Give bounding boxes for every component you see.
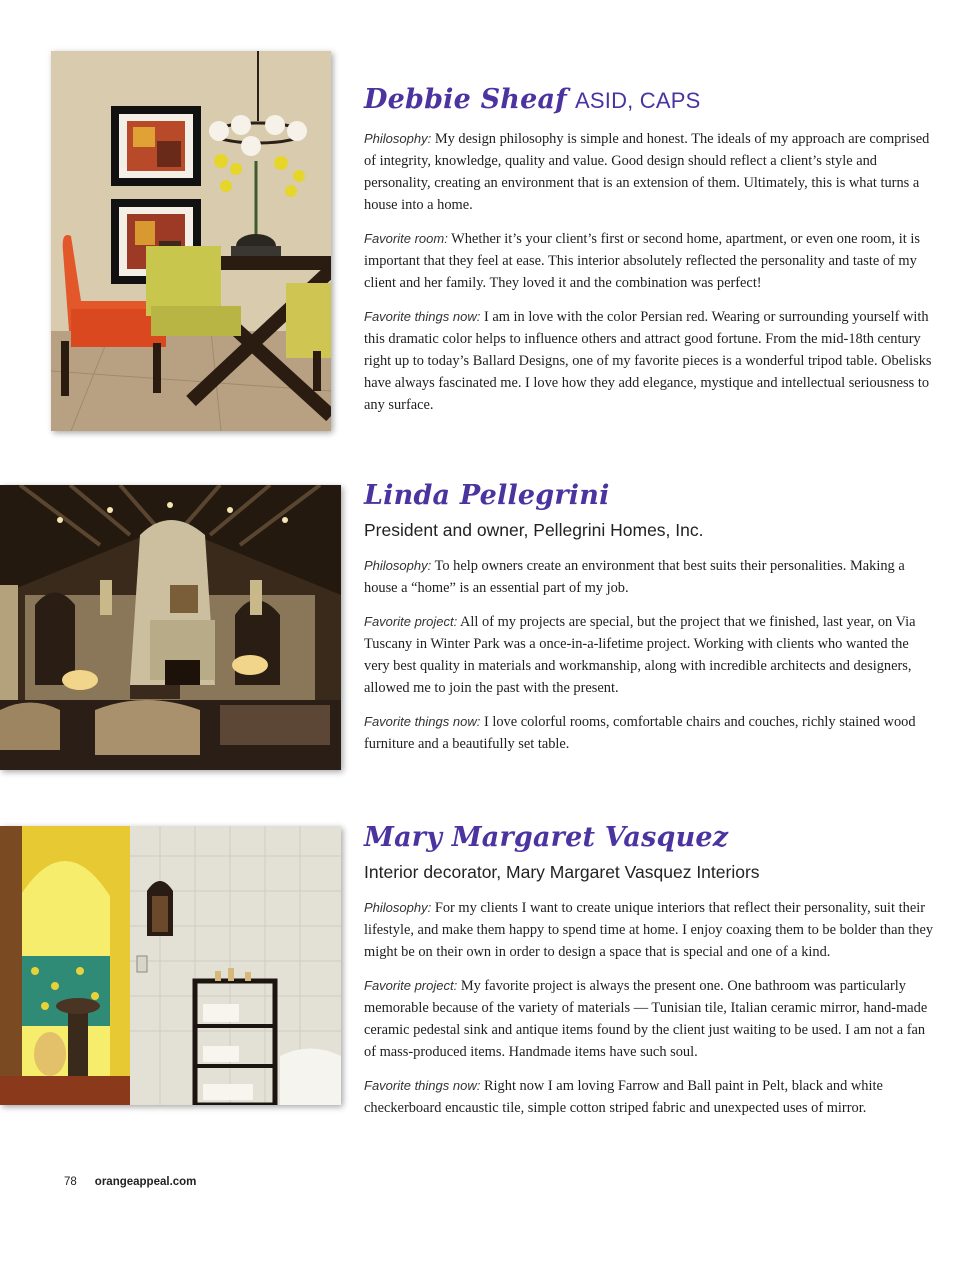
page-footer: [64, 1176, 196, 1188]
paragraph-label: Philosophy:: [364, 131, 432, 147]
paragraph-text: To help owners create an environment that best suits their personalities. Making a house a “home” is an essential part of my job.: [364, 558, 905, 597]
designer-name: [364, 84, 934, 116]
paragraph-label: Philosophy:: [364, 558, 432, 574]
paragraph-favorite-project: [364, 975, 934, 1063]
paragraph-favorite-things: [364, 1075, 934, 1119]
paragraph-text: Right now I am loving Farrow and Ball paint in Pelt, black and white checkerboard encaustic tile, simple cotton striped fabric and unexpected uses of mirror.: [364, 1078, 883, 1117]
page-number: 78: [64, 1176, 77, 1188]
paragraph-label: Favorite things now:: [364, 714, 481, 730]
living-room-photo: [0, 485, 341, 770]
designer-name: [364, 480, 934, 512]
paragraph-label: Favorite room:: [364, 231, 448, 247]
paragraph-text: I love colorful rooms, comfortable chairs and couches, richly stained wood furniture and a beautifully set table.: [364, 714, 916, 753]
designer-name-text: Linda Pellegrini: [364, 480, 610, 511]
paragraph-favorite-things: [364, 711, 934, 755]
designer-section-linda-pellegrini: [364, 480, 934, 767]
paragraph-philosophy: [364, 897, 934, 963]
paragraph-label: Favorite things now:: [364, 309, 481, 325]
paragraph-label: Philosophy:: [364, 900, 432, 916]
paragraph-text: For my clients I want to create unique interiors that reflect their personality, suit their lifestyle, and make them happy to spend time at home. I enjoy coaxing them to be bolder than they might be on their own in order to design a space that is special and one of a kind.: [364, 900, 934, 961]
paragraph-philosophy: [364, 128, 934, 216]
designer-name-text: Debbie Sheaf: [364, 84, 568, 115]
paragraph-favorite-project: [364, 611, 934, 699]
paragraph-text: All of my projects are special, but the project that we finished, last year, on Via Tuscany in Winter Park was a once-in-a-lifetime project. Working with clients who wanted the very best quality in materials and workmanship, along with incredible architects and designers, allowed me to join the past with the present.: [364, 614, 916, 697]
designer-title: Interior decorator, Mary Margaret Vasquez Interiors: [364, 862, 760, 883]
paragraph-label: Favorite project:: [364, 614, 458, 630]
paragraph-label: Favorite things now:: [364, 1078, 481, 1094]
designer-credentials: ASID, CAPS: [575, 88, 701, 113]
paragraph-philosophy: [364, 555, 934, 599]
footer-url: orangeappeal.com: [94, 1176, 197, 1188]
paragraph-text: My favorite project is always the present one. One bathroom was particularly memorable because of the variety of materials — Tunisian tile, Italian ceramic mirror, hand-made ceramic pedestal sink and antique items found by the client just waiting to be used. I am not a fan of mass-produced items. Handmade items have such soul.: [364, 978, 928, 1061]
designer-title: President and owner, Pellegrini Homes, Inc.: [364, 520, 704, 541]
paragraph-favorite-room: [364, 228, 934, 294]
designer-name-text: Mary Margaret Vasquez: [364, 822, 729, 853]
paragraph-label: Favorite project:: [364, 978, 458, 994]
paragraph-text: I am in love with the color Persian red. Wearing or surrounding yourself with this dramatic color helps to influence others and attract good fortune. From the mid-18th century right up to today’s Ballard Designs, one of my favorite pieces is a wonderful tripod table. Obelisks have always fascinated me. I love how they add elegance, mystique and intellectual seriousness to any surface.: [364, 309, 932, 414]
dining-room-photo: [51, 51, 331, 431]
designer-name: [364, 822, 934, 854]
paragraph-text: Whether it’s your client’s first or second home, apartment, or even one room, it is important that they feel at ease. This interior absolutely reflected the personality and taste of my client and her family. They loved it and the combination was perfect!: [364, 231, 920, 292]
designer-section-debbie-sheaf: [364, 84, 934, 428]
bathroom-photo: [0, 826, 341, 1105]
paragraph-favorite-things: [364, 306, 934, 416]
designer-section-mary-margaret-vasquez: [364, 822, 934, 1131]
paragraph-text: My design philosophy is simple and honest. The ideals of my approach are comprised of integrity, knowledge, quality and value. Good design should reflect a client’s style and personality, creating an environment that is an extension of them. Ultimately, this is what turns a house into a home.: [364, 131, 930, 214]
